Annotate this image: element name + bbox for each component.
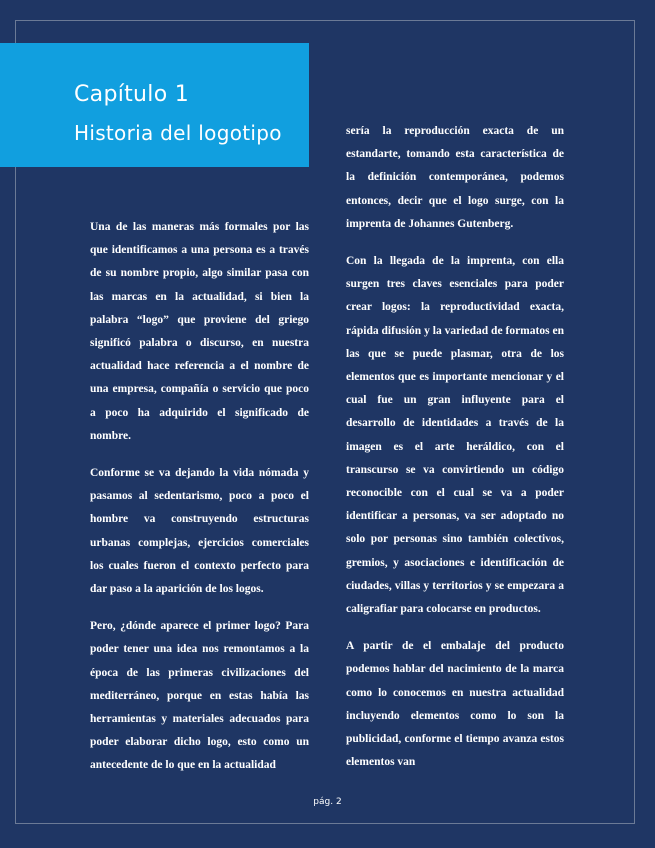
paragraph: Conforme se va dejando la vida nómada y pasamos al sedentarismo, poco a poco el hombre va construyendo estructuras urbanas complejas, ejercicios comerciales los cuales fueron el contexto perfecto para dar paso a la aparición de los logos. (90, 467, 309, 596)
chapter-number: Capítulo 1 (74, 82, 190, 107)
paragraph: Con la llegada de la imprenta, con ella surgen tres claves esenciales para poder crear logos: la reproductividad exacta, rápida difusión y la variedad de formatos en las que se puede plasmar, otra de los elementos que es importante mencionar y el cual fue un gran influyente para el desarrollo de identidades a través de la imagen es el arte heráldico, con el transcurso se va convirtiendo un código reconocible con el cual se va a poder identificar a personas, va ser adoptado no solo por personas sino también colectivos, gremios, y asociaciones e identificación de ciudades, villas y territorios y se empezara a caligrafiar para colocarse en productos. (346, 255, 564, 616)
paragraph: A partir de el embalaje del producto podemos hablar del nacimiento de la marca como lo conocemos en nuestra actualidad incluyendo elementos como lo son la publicidad, conforme el tiempo avanza estos elementos van (346, 640, 564, 769)
paragraph: sería la reproducción exacta de un estandarte, tomando esta característica de la definición contemporánea, podemos entonces, decir que el logo surge, con la imprenta de Johannes Gutenberg. (346, 125, 564, 230)
paragraph: Una de las maneras más formales por las que identificamos a una persona es a través de su nombre propio, algo similar pasa con las marcas en la actualidad, si bien la palabra “logo” que proviene del griego significó palabra o discurso, en nuestra actualidad hace referencia a el nombre de una empresa, compañía o servicio que poco a poco ha adquirido el significado de nombre. (90, 221, 309, 442)
left-text-column (90, 216, 309, 792)
page-number: pág. 2 (313, 797, 342, 807)
paragraph: Pero, ¿dónde aparece el primer logo? Para poder tener una idea nos remontamos a la época de las primeras civilizaciones del mediterráneo, porque en estas había las herramientas y materiales adecuados para poder elaborar dicho logo, esto como un antecedente de lo que en la actualidad (90, 620, 309, 772)
chapter-title: Historia del logotipo (74, 121, 282, 145)
right-text-column (346, 120, 564, 788)
